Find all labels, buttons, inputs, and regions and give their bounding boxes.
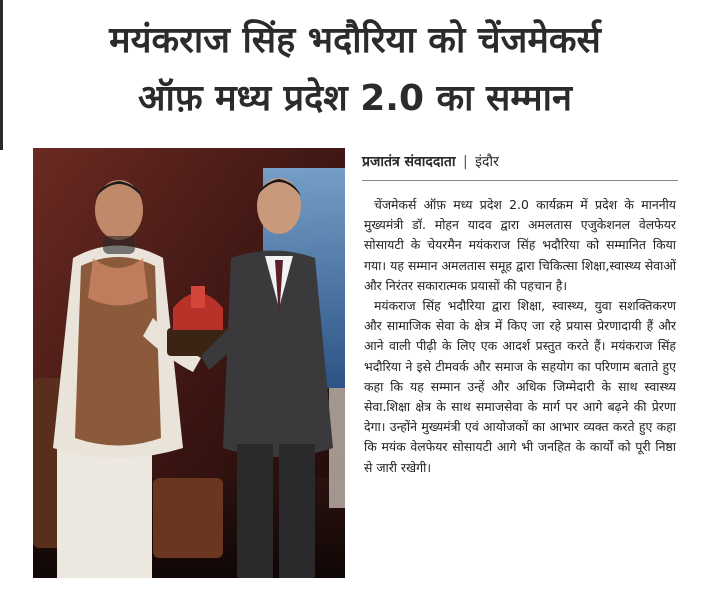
headline-line-2: ऑफ़ मध्य प्रदेश 2.0 का सम्मान: [138, 78, 572, 119]
article-body: [364, 195, 676, 478]
headline-line-1: मयंकराज सिंह भदौरिया को चेंजमेकर्स: [109, 20, 601, 61]
article-paragraph-1: चेंजमेकर्स ऑफ़ मध्य प्रदेश 2.0 कार्यक्रम में प्रदेश के माननीय मुख्यमंत्री डॉ. मोहन यादव द्वारा अमलतास एजुकेशनल वेलफेयर सोसायटी के चेयरमैन मयंकराज सिंह भदौरिया को सम्मानित किया गया। यह सम्मान अमलतास समूह द्वारा चिकित्सा शिक्षा,स्वास्थ्य सेवाओं और निरंतर सकारात्मक प्रयासों की पहचान है।: [364, 197, 676, 293]
byline-location: इंदौर: [475, 154, 499, 170]
award-photo-illustration: [33, 148, 345, 578]
byline: [362, 152, 680, 172]
byline-reporter: प्रजातंत्र संवाददाता: [362, 154, 456, 170]
column-rule: [0, 0, 3, 150]
award-photo: [33, 148, 345, 578]
article-paragraph-2: मयंकराज सिंह भदौरिया द्वारा शिक्षा, स्वास्थ्य, युवा सशक्तिकरण और सामाजिक सेवा के क्षेत्र में किए जा रहे प्रयास प्रेरणादायी हैं और आने वाली पीढ़ी के लिए एक आदर्श प्रस्तुत करते हैं। मयंकराज सिंह भदौरिया ने इसे टीमवर्क और समाज के सहयोग का परिणाम बताते हुए कहा कि यह सम्मान उन्हें और अधिक जिम्मेदारी के साथ स्वास्थ्य सेवा.शिक्षा क्षेत्र के साथ समाजसेवा के मार्ग पर आगे बढ़ने की प्रेरणा देगा। उन्होंने मुख्यमंत्री एवं आयोजकों का आभार व्यक्त करते हुए कहा कि मयंक वेलफेयर सोसायटी आगे भी जनहित के कार्यों को पूरी निष्ठा से जारी रखेगी।: [364, 298, 676, 475]
byline-divider: [362, 180, 678, 181]
headline: [20, 12, 690, 128]
byline-separator: |: [463, 154, 468, 170]
